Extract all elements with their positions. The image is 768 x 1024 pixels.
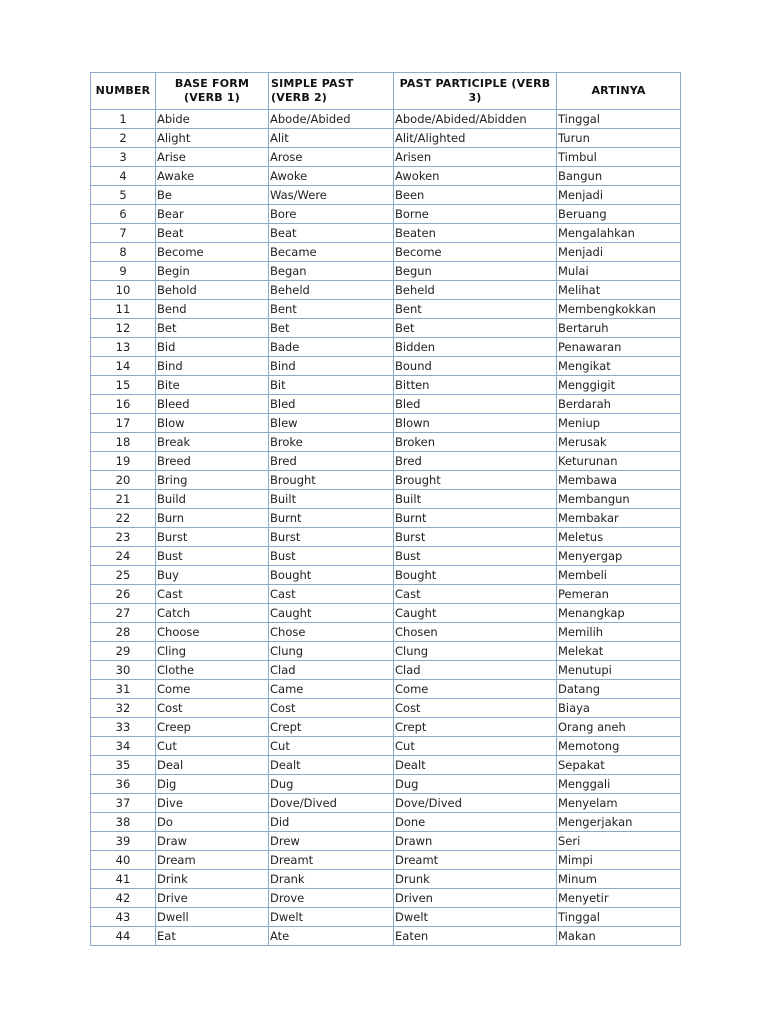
cell-past-participle: Clad <box>394 661 557 680</box>
cell-artinya: Sepakat <box>557 756 681 775</box>
cell-base-form: Breed <box>156 452 269 471</box>
cell-number: 42 <box>91 889 156 908</box>
cell-simple-past: Arose <box>269 148 394 167</box>
cell-past-participle: Crept <box>394 718 557 737</box>
cell-past-participle: Come <box>394 680 557 699</box>
cell-artinya: Beruang <box>557 205 681 224</box>
table-row <box>91 547 681 566</box>
cell-artinya: Menyetir <box>557 889 681 908</box>
cell-past-participle: Dug <box>394 775 557 794</box>
cell-number: 13 <box>91 338 156 357</box>
cell-base-form: Dig <box>156 775 269 794</box>
cell-simple-past: Built <box>269 490 394 509</box>
table-row <box>91 870 681 889</box>
cell-artinya: Melihat <box>557 281 681 300</box>
cell-past-participle: Been <box>394 186 557 205</box>
cell-artinya: Makan <box>557 927 681 946</box>
header-simple-past: SIMPLE PAST (VERB 2) <box>269 73 394 110</box>
cell-past-participle: Bet <box>394 319 557 338</box>
cell-simple-past: Drank <box>269 870 394 889</box>
cell-base-form: Do <box>156 813 269 832</box>
cell-number: 29 <box>91 642 156 661</box>
cell-past-participle: Borne <box>394 205 557 224</box>
cell-simple-past: Clad <box>269 661 394 680</box>
cell-base-form: Creep <box>156 718 269 737</box>
cell-simple-past: Dove/Dived <box>269 794 394 813</box>
table-row <box>91 908 681 927</box>
table-row <box>91 775 681 794</box>
cell-number: 30 <box>91 661 156 680</box>
cell-base-form: Bet <box>156 319 269 338</box>
cell-base-form: Behold <box>156 281 269 300</box>
cell-artinya: Menyergap <box>557 547 681 566</box>
table-row <box>91 395 681 414</box>
cell-past-participle: Drunk <box>394 870 557 889</box>
cell-base-form: Clothe <box>156 661 269 680</box>
cell-simple-past: Bust <box>269 547 394 566</box>
cell-artinya: Menjadi <box>557 186 681 205</box>
cell-artinya: Menggali <box>557 775 681 794</box>
cell-base-form: Bend <box>156 300 269 319</box>
cell-simple-past: Drove <box>269 889 394 908</box>
cell-past-participle: Dreamt <box>394 851 557 870</box>
cell-number: 39 <box>91 832 156 851</box>
table-row <box>91 452 681 471</box>
table-row <box>91 338 681 357</box>
cell-number: 3 <box>91 148 156 167</box>
header-number: NUMBER <box>91 73 156 110</box>
cell-number: 37 <box>91 794 156 813</box>
cell-simple-past: Drew <box>269 832 394 851</box>
cell-past-participle: Awoken <box>394 167 557 186</box>
cell-simple-past: Bade <box>269 338 394 357</box>
cell-base-form: Bear <box>156 205 269 224</box>
table-row <box>91 414 681 433</box>
cell-number: 14 <box>91 357 156 376</box>
cell-number: 12 <box>91 319 156 338</box>
cell-past-participle: Broken <box>394 433 557 452</box>
cell-artinya: Minum <box>557 870 681 889</box>
cell-base-form: Arise <box>156 148 269 167</box>
cell-number: 33 <box>91 718 156 737</box>
cell-simple-past: Cost <box>269 699 394 718</box>
cell-base-form: Bust <box>156 547 269 566</box>
table-row <box>91 433 681 452</box>
cell-artinya: Mengikat <box>557 357 681 376</box>
cell-artinya: Biaya <box>557 699 681 718</box>
cell-artinya: Berdarah <box>557 395 681 414</box>
cell-artinya: Menyelam <box>557 794 681 813</box>
cell-number: 20 <box>91 471 156 490</box>
table-row <box>91 281 681 300</box>
cell-base-form: Cut <box>156 737 269 756</box>
table-row <box>91 148 681 167</box>
cell-simple-past: Brought <box>269 471 394 490</box>
cell-number: 4 <box>91 167 156 186</box>
cell-artinya: Meniup <box>557 414 681 433</box>
cell-number: 22 <box>91 509 156 528</box>
table-row <box>91 509 681 528</box>
cell-simple-past: Bought <box>269 566 394 585</box>
cell-artinya: Bangun <box>557 167 681 186</box>
header-past-participle: PAST PARTICIPLE (VERB 3) <box>394 73 557 110</box>
table-row <box>91 642 681 661</box>
table-row <box>91 813 681 832</box>
table-body <box>91 110 681 946</box>
cell-artinya: Membakar <box>557 509 681 528</box>
cell-past-participle: Beaten <box>394 224 557 243</box>
cell-artinya: Penawaran <box>557 338 681 357</box>
table-row <box>91 167 681 186</box>
table-row <box>91 262 681 281</box>
cell-base-form: Come <box>156 680 269 699</box>
cell-past-participle: Drawn <box>394 832 557 851</box>
table-row <box>91 376 681 395</box>
cell-base-form: Break <box>156 433 269 452</box>
header-base-form: BASE FORM (VERB 1) <box>156 73 269 110</box>
cell-simple-past: Dwelt <box>269 908 394 927</box>
cell-simple-past: Clung <box>269 642 394 661</box>
cell-base-form: Drink <box>156 870 269 889</box>
cell-number: 16 <box>91 395 156 414</box>
cell-past-participle: Eaten <box>394 927 557 946</box>
cell-simple-past: Burnt <box>269 509 394 528</box>
cell-number: 9 <box>91 262 156 281</box>
cell-artinya: Orang aneh <box>557 718 681 737</box>
table-row <box>91 471 681 490</box>
table-row <box>91 243 681 262</box>
cell-base-form: Be <box>156 186 269 205</box>
cell-base-form: Awake <box>156 167 269 186</box>
cell-simple-past: Beheld <box>269 281 394 300</box>
cell-base-form: Build <box>156 490 269 509</box>
cell-base-form: Deal <box>156 756 269 775</box>
cell-artinya: Menjadi <box>557 243 681 262</box>
cell-number: 10 <box>91 281 156 300</box>
cell-past-participle: Chosen <box>394 623 557 642</box>
cell-simple-past: Bred <box>269 452 394 471</box>
cell-artinya: Keturunan <box>557 452 681 471</box>
cell-number: 36 <box>91 775 156 794</box>
cell-artinya: Memilih <box>557 623 681 642</box>
table-row <box>91 585 681 604</box>
table-row <box>91 205 681 224</box>
cell-simple-past: Did <box>269 813 394 832</box>
cell-simple-past: Beat <box>269 224 394 243</box>
table-row <box>91 794 681 813</box>
cell-past-participle: Bled <box>394 395 557 414</box>
cell-past-participle: Driven <box>394 889 557 908</box>
table-row <box>91 110 681 129</box>
cell-past-participle: Bred <box>394 452 557 471</box>
cell-simple-past: Cut <box>269 737 394 756</box>
cell-past-participle: Cut <box>394 737 557 756</box>
cell-artinya: Menangkap <box>557 604 681 623</box>
cell-number: 7 <box>91 224 156 243</box>
table-row <box>91 889 681 908</box>
cell-simple-past: Became <box>269 243 394 262</box>
cell-simple-past: Dug <box>269 775 394 794</box>
cell-artinya: Tinggal <box>557 908 681 927</box>
cell-base-form: Become <box>156 243 269 262</box>
table-row <box>91 224 681 243</box>
cell-artinya: Bertaruh <box>557 319 681 338</box>
cell-past-participle: Burnt <box>394 509 557 528</box>
cell-number: 2 <box>91 129 156 148</box>
cell-simple-past: Broke <box>269 433 394 452</box>
cell-past-participle: Bitten <box>394 376 557 395</box>
cell-artinya: Mengalahkan <box>557 224 681 243</box>
table-row <box>91 680 681 699</box>
cell-base-form: Catch <box>156 604 269 623</box>
cell-simple-past: Burst <box>269 528 394 547</box>
cell-number: 31 <box>91 680 156 699</box>
cell-artinya: Menggigit <box>557 376 681 395</box>
cell-base-form: Bring <box>156 471 269 490</box>
cell-past-participle: Bought <box>394 566 557 585</box>
cell-artinya: Melekat <box>557 642 681 661</box>
cell-past-participle: Cast <box>394 585 557 604</box>
cell-base-form: Dwell <box>156 908 269 927</box>
table-row <box>91 186 681 205</box>
cell-number: 24 <box>91 547 156 566</box>
cell-number: 18 <box>91 433 156 452</box>
cell-base-form: Buy <box>156 566 269 585</box>
cell-number: 8 <box>91 243 156 262</box>
table-row <box>91 832 681 851</box>
cell-number: 32 <box>91 699 156 718</box>
cell-base-form: Bite <box>156 376 269 395</box>
cell-base-form: Bleed <box>156 395 269 414</box>
cell-artinya: Menutupi <box>557 661 681 680</box>
cell-simple-past: Bled <box>269 395 394 414</box>
cell-artinya: Membawa <box>557 471 681 490</box>
table-row <box>91 300 681 319</box>
cell-simple-past: Came <box>269 680 394 699</box>
cell-base-form: Draw <box>156 832 269 851</box>
cell-past-participle: Dove/Dived <box>394 794 557 813</box>
cell-number: 38 <box>91 813 156 832</box>
cell-past-participle: Become <box>394 243 557 262</box>
table-row <box>91 699 681 718</box>
table-row <box>91 737 681 756</box>
cell-artinya: Pemeran <box>557 585 681 604</box>
cell-base-form: Eat <box>156 927 269 946</box>
cell-simple-past: Cast <box>269 585 394 604</box>
cell-simple-past: Bind <box>269 357 394 376</box>
irregular-verbs-table <box>90 72 681 946</box>
cell-artinya: Memotong <box>557 737 681 756</box>
cell-base-form: Bid <box>156 338 269 357</box>
cell-number: 6 <box>91 205 156 224</box>
cell-base-form: Beat <box>156 224 269 243</box>
table-row <box>91 718 681 737</box>
cell-number: 15 <box>91 376 156 395</box>
cell-simple-past: Caught <box>269 604 394 623</box>
cell-base-form: Blow <box>156 414 269 433</box>
cell-simple-past: Ate <box>269 927 394 946</box>
table-row <box>91 357 681 376</box>
cell-number: 27 <box>91 604 156 623</box>
cell-artinya: Membangun <box>557 490 681 509</box>
cell-number: 1 <box>91 110 156 129</box>
cell-number: 34 <box>91 737 156 756</box>
table-row <box>91 319 681 338</box>
cell-base-form: Abide <box>156 110 269 129</box>
cell-past-participle: Abode/Abided/Abidden <box>394 110 557 129</box>
cell-past-participle: Bust <box>394 547 557 566</box>
cell-artinya: Mimpi <box>557 851 681 870</box>
table-header <box>91 73 681 110</box>
cell-simple-past: Dealt <box>269 756 394 775</box>
cell-base-form: Bind <box>156 357 269 376</box>
cell-number: 17 <box>91 414 156 433</box>
cell-past-participle: Done <box>394 813 557 832</box>
cell-number: 5 <box>91 186 156 205</box>
cell-past-participle: Brought <box>394 471 557 490</box>
cell-simple-past: Abode/Abided <box>269 110 394 129</box>
cell-base-form: Drive <box>156 889 269 908</box>
cell-base-form: Choose <box>156 623 269 642</box>
cell-artinya: Mengerjakan <box>557 813 681 832</box>
cell-artinya: Membeli <box>557 566 681 585</box>
cell-number: 19 <box>91 452 156 471</box>
cell-past-participle: Bound <box>394 357 557 376</box>
cell-number: 40 <box>91 851 156 870</box>
cell-artinya: Turun <box>557 129 681 148</box>
cell-simple-past: Dreamt <box>269 851 394 870</box>
cell-past-participle: Clung <box>394 642 557 661</box>
table-row <box>91 661 681 680</box>
cell-simple-past: Chose <box>269 623 394 642</box>
cell-simple-past: Crept <box>269 718 394 737</box>
header-artinya: ARTINYA <box>557 73 681 110</box>
table-row <box>91 604 681 623</box>
cell-past-participle: Blown <box>394 414 557 433</box>
cell-number: 21 <box>91 490 156 509</box>
cell-past-participle: Bent <box>394 300 557 319</box>
cell-number: 43 <box>91 908 156 927</box>
cell-base-form: Cling <box>156 642 269 661</box>
header-row <box>91 73 681 110</box>
cell-simple-past: Blew <box>269 414 394 433</box>
table-row <box>91 566 681 585</box>
cell-base-form: Begin <box>156 262 269 281</box>
table-row <box>91 528 681 547</box>
cell-artinya: Merusak <box>557 433 681 452</box>
cell-past-participle: Burst <box>394 528 557 547</box>
cell-simple-past: Bore <box>269 205 394 224</box>
cell-number: 44 <box>91 927 156 946</box>
cell-number: 28 <box>91 623 156 642</box>
cell-simple-past: Bit <box>269 376 394 395</box>
cell-past-participle: Begun <box>394 262 557 281</box>
cell-past-participle: Beheld <box>394 281 557 300</box>
cell-base-form: Alight <box>156 129 269 148</box>
cell-base-form: Burn <box>156 509 269 528</box>
cell-number: 35 <box>91 756 156 775</box>
cell-base-form: Cast <box>156 585 269 604</box>
cell-artinya: Tinggal <box>557 110 681 129</box>
cell-number: 23 <box>91 528 156 547</box>
cell-past-participle: Built <box>394 490 557 509</box>
cell-past-participle: Arisen <box>394 148 557 167</box>
cell-base-form: Burst <box>156 528 269 547</box>
table-row <box>91 927 681 946</box>
cell-past-participle: Dwelt <box>394 908 557 927</box>
table-row <box>91 756 681 775</box>
cell-simple-past: Bet <box>269 319 394 338</box>
cell-artinya: Membengkokkan <box>557 300 681 319</box>
cell-past-participle: Caught <box>394 604 557 623</box>
cell-number: 41 <box>91 870 156 889</box>
cell-number: 11 <box>91 300 156 319</box>
cell-simple-past: Was/Were <box>269 186 394 205</box>
cell-artinya: Seri <box>557 832 681 851</box>
cell-artinya: Timbul <box>557 148 681 167</box>
cell-simple-past: Bent <box>269 300 394 319</box>
cell-past-participle: Dealt <box>394 756 557 775</box>
cell-past-participle: Alit/Alighted <box>394 129 557 148</box>
cell-artinya: Mulai <box>557 262 681 281</box>
cell-number: 25 <box>91 566 156 585</box>
cell-base-form: Dream <box>156 851 269 870</box>
cell-simple-past: Awoke <box>269 167 394 186</box>
cell-simple-past: Began <box>269 262 394 281</box>
table-row <box>91 129 681 148</box>
cell-artinya: Datang <box>557 680 681 699</box>
cell-past-participle: Cost <box>394 699 557 718</box>
table-row <box>91 490 681 509</box>
cell-base-form: Dive <box>156 794 269 813</box>
cell-past-participle: Bidden <box>394 338 557 357</box>
table-row <box>91 851 681 870</box>
cell-simple-past: Alit <box>269 129 394 148</box>
cell-number: 26 <box>91 585 156 604</box>
cell-artinya: Meletus <box>557 528 681 547</box>
table-row <box>91 623 681 642</box>
cell-base-form: Cost <box>156 699 269 718</box>
